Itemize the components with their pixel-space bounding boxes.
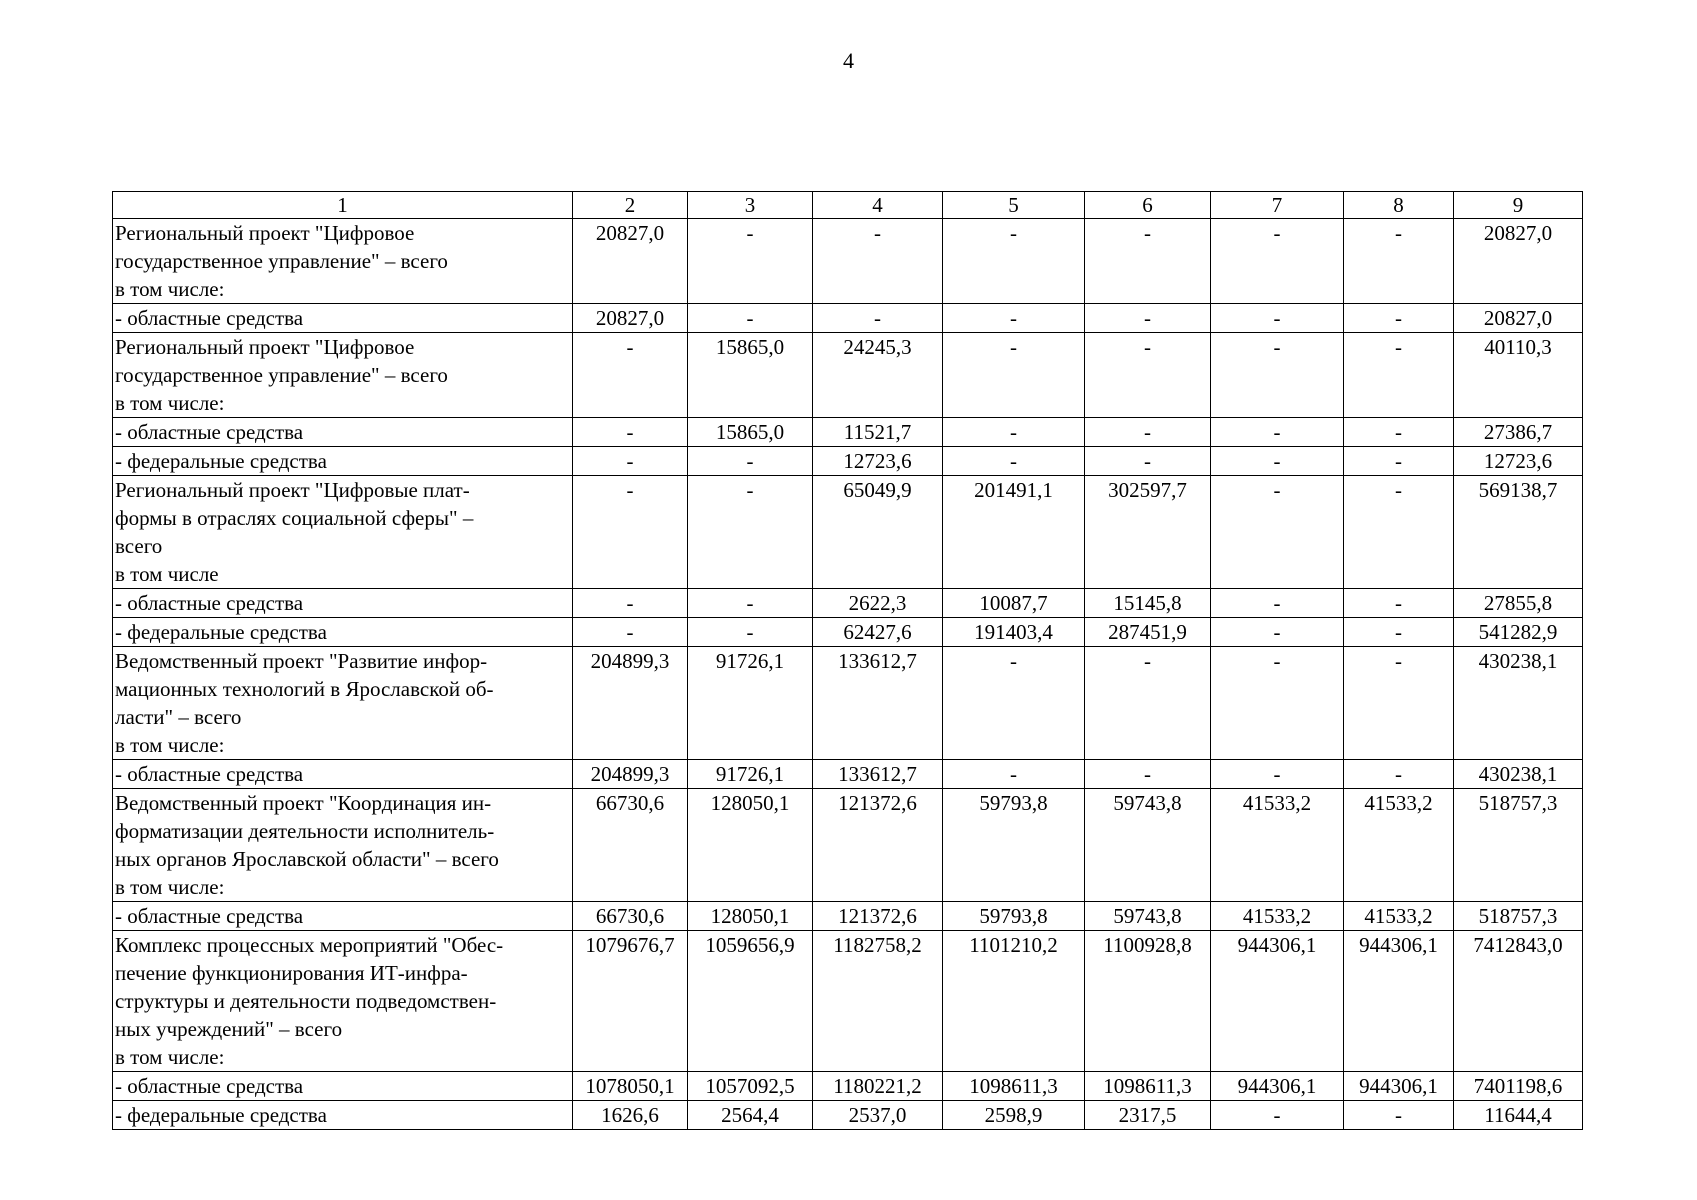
column-number-header: 4: [813, 192, 943, 219]
value-cell: -: [1085, 647, 1211, 760]
table-row: [113, 219, 1583, 304]
value-cell: 569138,7: [1454, 476, 1583, 589]
value-cell: 2598,9: [943, 1101, 1085, 1130]
row-label-line: в том числе:: [115, 1045, 225, 1069]
value-cell: 65049,9: [813, 476, 943, 589]
value-cell: 40110,3: [1454, 333, 1583, 418]
row-label-line: ных учреждений" – всего: [115, 1017, 343, 1041]
value-cell: -: [1211, 304, 1344, 333]
column-number-header: 9: [1454, 192, 1583, 219]
value-cell: 1059656,9: [688, 931, 813, 1072]
column-number-header: 2: [573, 192, 688, 219]
value-cell: -: [573, 476, 688, 589]
value-cell: -: [943, 760, 1085, 789]
value-cell: -: [573, 333, 688, 418]
value-cell: -: [688, 447, 813, 476]
value-cell: -: [1211, 476, 1344, 589]
row-label: [113, 219, 573, 304]
value-cell: 59793,8: [943, 902, 1085, 931]
row-label-line: - областные средства: [115, 591, 304, 615]
value-cell: 59793,8: [943, 789, 1085, 902]
value-cell: 11644,4: [1454, 1101, 1583, 1130]
table-row: [113, 418, 1583, 447]
row-label-line: - федеральные средства: [115, 449, 327, 473]
value-cell: 10087,7: [943, 589, 1085, 618]
row-label-line: - областные средства: [115, 904, 304, 928]
value-cell: 133612,7: [813, 647, 943, 760]
value-cell: 128050,1: [688, 789, 813, 902]
column-number-header: 1: [113, 192, 573, 219]
value-cell: 59743,8: [1085, 789, 1211, 902]
row-label-line: в том числе:: [115, 733, 225, 757]
row-label-line: Региональный проект "Цифровое: [115, 221, 415, 245]
value-cell: -: [1085, 418, 1211, 447]
row-label-line: - областные средства: [115, 762, 304, 786]
value-cell: -: [1085, 760, 1211, 789]
value-cell: -: [573, 589, 688, 618]
row-label: [113, 760, 573, 789]
row-label-line: в том числе:: [115, 391, 225, 415]
value-cell: -: [813, 219, 943, 304]
row-label-line: государственное управление" – всего: [115, 249, 448, 273]
column-number-header: 8: [1344, 192, 1454, 219]
value-cell: 133612,7: [813, 760, 943, 789]
value-cell: 1626,6: [573, 1101, 688, 1130]
value-cell: -: [1344, 219, 1454, 304]
row-label-line: всего: [115, 534, 163, 558]
value-cell: 2537,0: [813, 1101, 943, 1130]
value-cell: -: [573, 618, 688, 647]
value-cell: -: [1211, 589, 1344, 618]
value-cell: -: [1344, 1101, 1454, 1130]
value-cell: -: [573, 447, 688, 476]
row-label-line: государственное управление" – всего: [115, 363, 448, 387]
value-cell: 20827,0: [1454, 219, 1583, 304]
value-cell: -: [943, 647, 1085, 760]
row-label-line: в том числе:: [115, 875, 225, 899]
table-row: [113, 1072, 1583, 1101]
value-cell: 12723,6: [1454, 447, 1583, 476]
table-row: [113, 447, 1583, 476]
column-number-header: 3: [688, 192, 813, 219]
row-label-line: Ведомственный проект "Координация ин-: [115, 791, 492, 815]
value-cell: -: [1211, 647, 1344, 760]
row-label: [113, 304, 573, 333]
value-cell: -: [1085, 219, 1211, 304]
value-cell: -: [1211, 618, 1344, 647]
table-row: [113, 476, 1583, 589]
value-cell: 66730,6: [573, 902, 688, 931]
row-label: [113, 1101, 573, 1130]
row-label-line: форматизации деятельности исполнитель-: [115, 819, 495, 843]
value-cell: 2622,3: [813, 589, 943, 618]
value-cell: 41533,2: [1211, 902, 1344, 931]
row-label: [113, 1072, 573, 1101]
value-cell: -: [688, 219, 813, 304]
value-cell: -: [813, 304, 943, 333]
value-cell: 1100928,8: [1085, 931, 1211, 1072]
table-row: [113, 333, 1583, 418]
value-cell: -: [1085, 447, 1211, 476]
value-cell: 518757,3: [1454, 789, 1583, 902]
value-cell: 59743,8: [1085, 902, 1211, 931]
value-cell: 518757,3: [1454, 902, 1583, 931]
value-cell: 1182758,2: [813, 931, 943, 1072]
row-label-line: мационных технологий в Ярославской об-: [115, 677, 494, 701]
row-label-line: Региональный проект "Цифровые плат-: [115, 478, 470, 502]
value-cell: -: [688, 589, 813, 618]
column-number-header: 6: [1085, 192, 1211, 219]
value-cell: 944306,1: [1211, 931, 1344, 1072]
value-cell: -: [688, 476, 813, 589]
row-label-line: - областные средства: [115, 420, 304, 444]
value-cell: 1101210,2: [943, 931, 1085, 1072]
value-cell: -: [1211, 219, 1344, 304]
value-cell: -: [1344, 647, 1454, 760]
row-label: [113, 789, 573, 902]
value-cell: 20827,0: [573, 219, 688, 304]
value-cell: 62427,6: [813, 618, 943, 647]
value-cell: 191403,4: [943, 618, 1085, 647]
table-row: [113, 589, 1583, 618]
value-cell: -: [1344, 418, 1454, 447]
value-cell: 15145,8: [1085, 589, 1211, 618]
value-cell: 41533,2: [1344, 789, 1454, 902]
value-cell: 2317,5: [1085, 1101, 1211, 1130]
value-cell: 24245,3: [813, 333, 943, 418]
value-cell: -: [1344, 618, 1454, 647]
value-cell: 944306,1: [1211, 1072, 1344, 1101]
row-label-line: формы в отраслях социальной сферы" –: [115, 506, 474, 530]
table-row: [113, 902, 1583, 931]
page-number: 4: [843, 48, 854, 73]
row-label-line: печение функционирования ИТ-инфра-: [115, 961, 468, 985]
value-cell: 66730,6: [573, 789, 688, 902]
row-label-line: Комплекс процессных мероприятий "Обес-: [115, 933, 504, 957]
table-row: [113, 760, 1583, 789]
row-label-line: в том числе: [115, 562, 219, 586]
value-cell: 1057092,5: [688, 1072, 813, 1101]
value-cell: -: [943, 418, 1085, 447]
value-cell: 430238,1: [1454, 760, 1583, 789]
value-cell: -: [688, 618, 813, 647]
value-cell: 128050,1: [688, 902, 813, 931]
row-label: [113, 447, 573, 476]
table-row: [113, 647, 1583, 760]
value-cell: -: [1344, 447, 1454, 476]
value-cell: -: [573, 418, 688, 447]
table-row: [113, 304, 1583, 333]
budget-table: [112, 191, 1583, 1130]
value-cell: 204899,3: [573, 760, 688, 789]
row-label-line: ных органов Ярославской области" – всего: [115, 847, 499, 871]
table-header-row: [113, 192, 1583, 219]
value-cell: 15865,0: [688, 333, 813, 418]
value-cell: 1079676,7: [573, 931, 688, 1072]
value-cell: 41533,2: [1344, 902, 1454, 931]
value-cell: 121372,6: [813, 789, 943, 902]
value-cell: 15865,0: [688, 418, 813, 447]
value-cell: 287451,9: [1085, 618, 1211, 647]
value-cell: 430238,1: [1454, 647, 1583, 760]
value-cell: -: [1211, 447, 1344, 476]
value-cell: 2564,4: [688, 1101, 813, 1130]
value-cell: -: [943, 219, 1085, 304]
row-label: [113, 418, 573, 447]
row-label-line: - федеральные средства: [115, 620, 327, 644]
column-number-header: 7: [1211, 192, 1344, 219]
value-cell: 11521,7: [813, 418, 943, 447]
row-label: [113, 333, 573, 418]
value-cell: 27855,8: [1454, 589, 1583, 618]
table-row: [113, 931, 1583, 1072]
column-number-header: 5: [943, 192, 1085, 219]
value-cell: -: [943, 447, 1085, 476]
value-cell: 20827,0: [1454, 304, 1583, 333]
value-cell: -: [1344, 589, 1454, 618]
value-cell: -: [1211, 333, 1344, 418]
value-cell: -: [1344, 304, 1454, 333]
value-cell: 121372,6: [813, 902, 943, 931]
value-cell: -: [1211, 418, 1344, 447]
value-cell: 1098611,3: [1085, 1072, 1211, 1101]
value-cell: 944306,1: [1344, 1072, 1454, 1101]
value-cell: 27386,7: [1454, 418, 1583, 447]
row-label: [113, 902, 573, 931]
table-row: [113, 618, 1583, 647]
value-cell: 541282,9: [1454, 618, 1583, 647]
table-row: [113, 789, 1583, 902]
row-label: [113, 647, 573, 760]
value-cell: -: [943, 304, 1085, 333]
value-cell: -: [1211, 760, 1344, 789]
value-cell: 91726,1: [688, 760, 813, 789]
value-cell: 201491,1: [943, 476, 1085, 589]
row-label: [113, 931, 573, 1072]
row-label-line: - областные средства: [115, 1074, 304, 1098]
value-cell: -: [1344, 476, 1454, 589]
value-cell: 1098611,3: [943, 1072, 1085, 1101]
row-label-line: Ведомственный проект "Развитие инфор-: [115, 649, 488, 673]
value-cell: 1078050,1: [573, 1072, 688, 1101]
value-cell: -: [1344, 333, 1454, 418]
value-cell: -: [1211, 1101, 1344, 1130]
row-label: [113, 589, 573, 618]
value-cell: 1180221,2: [813, 1072, 943, 1101]
row-label: [113, 476, 573, 589]
value-cell: 302597,7: [1085, 476, 1211, 589]
row-label: [113, 618, 573, 647]
value-cell: 204899,3: [573, 647, 688, 760]
row-label-line: Региональный проект "Цифровое: [115, 335, 415, 359]
value-cell: -: [1085, 304, 1211, 333]
value-cell: 944306,1: [1344, 931, 1454, 1072]
value-cell: 7401198,6: [1454, 1072, 1583, 1101]
row-label-line: - областные средства: [115, 306, 304, 330]
row-label-line: - федеральные средства: [115, 1103, 327, 1127]
row-label-line: ласти" – всего: [115, 705, 242, 729]
value-cell: 20827,0: [573, 304, 688, 333]
value-cell: -: [1344, 760, 1454, 789]
value-cell: 12723,6: [813, 447, 943, 476]
value-cell: 91726,1: [688, 647, 813, 760]
value-cell: 7412843,0: [1454, 931, 1583, 1072]
value-cell: 41533,2: [1211, 789, 1344, 902]
table-row: [113, 1101, 1583, 1130]
value-cell: -: [943, 333, 1085, 418]
value-cell: -: [688, 304, 813, 333]
value-cell: -: [1085, 333, 1211, 418]
row-label-line: в том числе:: [115, 277, 225, 301]
row-label-line: структуры и деятельности подведомствен-: [115, 989, 497, 1013]
